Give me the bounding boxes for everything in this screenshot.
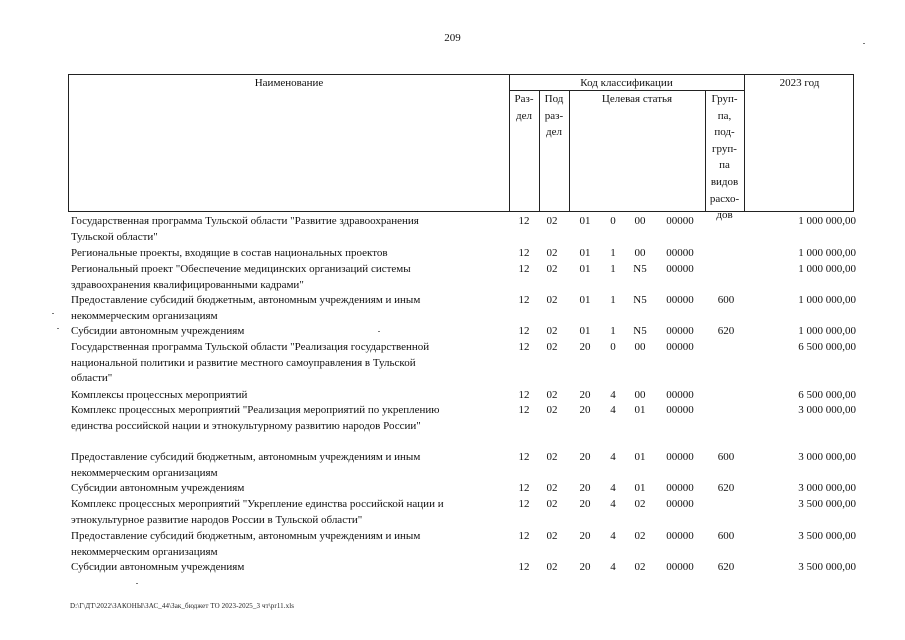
row-vid: 620 — [717, 482, 735, 494]
row-razdel: 12 — [518, 482, 530, 494]
scan-speck — [57, 328, 59, 329]
row-name-line: здравоохранения квалифицированными кадрами" — [71, 278, 304, 291]
row-name-line: Комплекс процессных мероприятий "Укрепление единства российской нации и — [71, 498, 444, 510]
row-t4: 00000 — [666, 482, 694, 494]
row-razdel: 12 — [518, 561, 530, 573]
row-podrazdel: 02 — [546, 561, 558, 573]
row-name-line: Комплекс процессных мероприятий "Реализация мероприятий по укреплению — [71, 404, 440, 416]
row-razdel: 12 — [518, 263, 530, 275]
row-t3: 00 — [634, 389, 646, 401]
row-razdel: 12 — [518, 325, 530, 337]
row-t3: 02 — [634, 498, 646, 510]
row-name-line: Государственная программа Тульской области "Реализация государственной — [71, 341, 430, 353]
row-t1: 01 — [579, 294, 591, 306]
row-t1: 20 — [579, 389, 591, 401]
row-razdel: 12 — [518, 247, 530, 259]
row-t2: 4 — [610, 561, 616, 573]
row-t1: 01 — [579, 263, 591, 275]
row-t2: 4 — [610, 404, 616, 416]
row-name-line: Субсидии автономным учреждениям — [71, 561, 245, 573]
row-t3: 00 — [634, 341, 646, 353]
row-name-line: этнокультурное развитие народов России в Тульской области" — [71, 513, 363, 526]
row-t4: 00000 — [666, 263, 694, 275]
row-podrazdel: 02 — [546, 247, 558, 259]
row-name — [71, 481, 501, 497]
row-t4: 00000 — [666, 294, 694, 306]
scan-speck — [378, 331, 380, 332]
row-name — [71, 497, 501, 528]
row-amount: 1 000 000,00 — [798, 215, 856, 227]
row-name — [71, 388, 501, 404]
row-t3: N5 — [633, 325, 647, 337]
row-amount: 3 500 000,00 — [798, 561, 856, 573]
row-podrazdel: 02 — [546, 215, 558, 227]
row-t1: 01 — [579, 325, 591, 337]
row-name-line: Предоставление субсидий бюджетным, автономным учреждениям и иным — [71, 294, 421, 306]
row-name-line: Предоставление субсидий бюджетным, автономным учреждениям и иным — [71, 530, 421, 542]
row-t2: 0 — [610, 215, 616, 227]
row-podrazdel: 02 — [546, 451, 558, 463]
row-name-line: Предоставление субсидий бюджетным, автономным учреждениям и иным — [71, 451, 421, 463]
row-t2: 4 — [610, 498, 616, 510]
row-name — [71, 403, 501, 434]
row-t4: 00000 — [666, 404, 694, 416]
row-t3: N5 — [633, 294, 647, 306]
row-amount: 3 500 000,00 — [798, 530, 856, 542]
row-name-line: Субсидии автономным учреждениям — [71, 482, 245, 494]
row-t2: 4 — [610, 482, 616, 494]
scan-speck — [136, 583, 138, 584]
row-t3: 01 — [634, 451, 646, 463]
row-t2: 4 — [610, 530, 616, 542]
row-razdel: 12 — [518, 341, 530, 353]
row-t4: 00000 — [666, 247, 694, 259]
row-t1: 20 — [579, 482, 591, 494]
row-podrazdel: 02 — [546, 325, 558, 337]
row-amount: 3 500 000,00 — [798, 498, 856, 510]
row-name — [71, 324, 501, 340]
row-name — [71, 293, 501, 324]
scan-speck — [52, 313, 54, 314]
row-t1: 20 — [579, 530, 591, 542]
scan-speck — [863, 43, 865, 44]
header-razdel: Раз- дел — [514, 93, 534, 122]
row-razdel: 12 — [518, 404, 530, 416]
row-vid: 600 — [717, 451, 735, 463]
row-t4: 00000 — [666, 389, 694, 401]
row-t3: 02 — [634, 530, 646, 542]
header-podrazdel: Под раз- дел — [544, 93, 564, 139]
row-podrazdel: 02 — [546, 530, 558, 542]
row-t2: 4 — [610, 389, 616, 401]
row-name-line: Региональный проект "Обеспечение медицинских организаций системы — [71, 263, 411, 275]
row-razdel: 12 — [518, 530, 530, 542]
row-t4: 00000 — [666, 530, 694, 542]
row-razdel: 12 — [518, 451, 530, 463]
row-t3: 00 — [634, 247, 646, 259]
row-vid: 600 — [717, 294, 735, 306]
row-name-line: единства российской нации и этнокультурному развитию народов России" — [71, 419, 421, 432]
row-podrazdel: 02 — [546, 498, 558, 510]
row-name-line: Субсидии автономным учреждениям — [71, 325, 245, 337]
row-amount: 1 000 000,00 — [798, 294, 856, 306]
row-amount: 1 000 000,00 — [798, 325, 856, 337]
row-t2: 1 — [610, 263, 616, 275]
row-t2: 0 — [610, 341, 616, 353]
row-t4: 00000 — [666, 561, 694, 573]
row-podrazdel: 02 — [546, 263, 558, 275]
row-t4: 00000 — [666, 341, 694, 353]
row-t1: 20 — [579, 341, 591, 353]
row-name-line: Государственная программа Тульской области "Развитие здравоохранения — [71, 215, 419, 227]
row-amount: 6 500 000,00 — [798, 341, 856, 353]
row-podrazdel: 02 — [546, 389, 558, 401]
row-t1: 20 — [579, 404, 591, 416]
row-t4: 00000 — [666, 451, 694, 463]
row-name — [71, 560, 501, 576]
row-name — [71, 262, 501, 293]
row-podrazdel: 02 — [546, 404, 558, 416]
row-podrazdel: 02 — [546, 482, 558, 494]
row-t4: 00000 — [666, 325, 694, 337]
row-name-line: национальной политики и развитие местного самоуправления в Тульской — [71, 356, 416, 369]
row-name — [71, 246, 501, 262]
row-podrazdel: 02 — [546, 341, 558, 353]
row-name — [71, 529, 501, 560]
row-t1: 20 — [579, 561, 591, 573]
row-name-line: области" — [71, 372, 113, 384]
row-t1: 01 — [579, 247, 591, 259]
header-target: Целевая статья — [601, 93, 673, 105]
header-code-group: Код классификации — [580, 77, 673, 89]
row-name-line: Региональные проекты, входящие в состав национальных проектов — [71, 247, 388, 259]
row-name — [71, 340, 501, 387]
row-name-line: некоммерческим организациям — [71, 545, 218, 558]
row-t2: 1 — [610, 247, 616, 259]
row-podrazdel: 02 — [546, 294, 558, 306]
header-year: 2023 год — [779, 77, 820, 89]
header-name: Наименование — [254, 77, 324, 89]
row-vid: 620 — [717, 325, 735, 337]
row-t3: N5 — [633, 263, 647, 275]
page-number: 209 — [444, 32, 461, 44]
row-razdel: 12 — [518, 215, 530, 227]
row-name-line: Комплексы процессных мероприятий — [71, 389, 248, 401]
row-t1: 01 — [579, 215, 591, 227]
row-t3: 02 — [634, 561, 646, 573]
row-t2: 1 — [610, 294, 616, 306]
row-name — [71, 450, 501, 481]
row-razdel: 12 — [518, 294, 530, 306]
row-t3: 00 — [634, 215, 646, 227]
row-razdel: 12 — [518, 389, 530, 401]
row-amount: 3 000 000,00 — [798, 404, 856, 416]
row-t1: 20 — [579, 451, 591, 463]
row-t2: 4 — [610, 451, 616, 463]
row-amount: 3 000 000,00 — [798, 482, 856, 494]
row-t4: 00000 — [666, 215, 694, 227]
row-t1: 20 — [579, 498, 591, 510]
row-name-line: Тульской области" — [71, 230, 158, 243]
row-amount: 1 000 000,00 — [798, 247, 856, 259]
row-t3: 01 — [634, 482, 646, 494]
row-t4: 00000 — [666, 498, 694, 510]
file-path-footer: D:\Г\ДТ\2022\ЗАКОНЫ\ЗАС_44\Зак_бюджет ТО 2023-2025_3 чт\pr11.xls — [70, 602, 295, 610]
row-vid: 600 — [717, 530, 735, 542]
row-name-line: некоммерческим организациям — [71, 466, 218, 479]
row-amount: 3 000 000,00 — [798, 451, 856, 463]
row-t2: 1 — [610, 325, 616, 337]
row-amount: 1 000 000,00 — [798, 263, 856, 275]
row-name-line: некоммерческим организациям — [71, 309, 218, 322]
row-t3: 01 — [634, 404, 646, 416]
row-name — [71, 214, 501, 245]
row-amount: 6 500 000,00 — [798, 389, 856, 401]
row-razdel: 12 — [518, 498, 530, 510]
row-vid: 620 — [717, 561, 735, 573]
header-group: Груп- па, под- груп- па видов расхо- дов — [709, 93, 740, 222]
